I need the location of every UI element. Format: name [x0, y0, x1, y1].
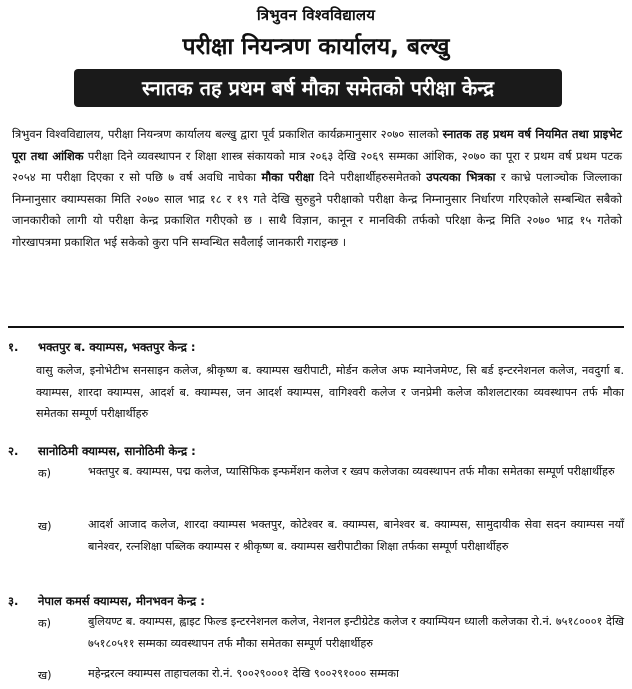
section-divider	[8, 326, 624, 328]
notice-page	[8, 0, 624, 689]
section-2-number: २.	[8, 444, 19, 458]
intro-bold-2: मौका परीक्षा	[261, 170, 314, 185]
section-2-item-a-text: भक्तपुर ब. क्याम्पस, पद्म कलेज, प्यासिफिक इन्फर्मेशन कलेज र ख्वप कलेजका व्यवस्थापन तर्फ मौका समेतका सम्पूर्ण परीक्षार्थीहरु	[88, 465, 615, 478]
intro-bold-1: स्नातक तह प्रथम वर्ष नियमित तथा प्राइभेट पूरा तथा आंशिक	[12, 127, 622, 163]
office-title: परीक्षा नियन्त्रण कार्यालय, बल्खु	[182, 34, 450, 60]
section-1-number: १.	[8, 340, 19, 354]
section-1-heading	[8, 340, 624, 355]
intro-paragraph	[12, 124, 622, 254]
university-name: त्रिभुवन विश्वविद्यालय	[256, 6, 376, 24]
section-2-heading	[8, 444, 624, 459]
section-3-number: ३.	[8, 594, 19, 608]
section-2-item-b-text: आदर्श आजाद कलेज, शारदा क्याम्पस भक्तपुर, कोटेश्वर ब. क्याम्पस, बानेश्वर ब. क्याम्पस, सामुदायीक सेवा सदन क्याम्पस नयाँ बानेश्वर, रत्नशिक्षा पब्लिक क्याम्पस र श्रीकृष्ण ब. क्याम्पस खरीपाटीका शिक्षा तर्फका सम्पूर्ण परीक्षार्थीहरु	[88, 518, 624, 553]
intro-text-2: परीक्षा दिने व्यवस्थापन र शिक्षा शास्त्र संकायको मात्र २०६३ देखि २०६९ सम्मका आंशिक, २०७० का पूरा र प्रथम वर्ष प्रथम पटक २०५४ मा परीक्षा दिएका र सो पछि ७ वर्ष अवधि नाघेका	[12, 148, 622, 185]
section-2-item-b-label: ख)	[38, 520, 52, 533]
intro-text-1: त्रिभुवन विश्वविद्यालय, परीक्षा नियन्त्रण कार्यालय बल्खु द्वारा पूर्व प्रकाशित कार्यक्रमानुसार २०७० सालको	[12, 127, 443, 141]
section-3-title: नेपाल कमर्स क्याम्पस, मीनभवन केन्द्र :	[38, 594, 205, 608]
section-3-item-a-text: बुलियण्ट ब. क्याम्पस, ह्वाइट फिल्ड इन्टरनेशनल कलेज, नेशनल इन्टीग्रेटेड कलेज र क्याम्पियन ध्याली कलेजका रो.नं. ७५१८०००१ देखि ७५१८०५११ सम्मका व्यवस्थापन तर्फ मौका समेतका सम्पूर्ण परीक्षार्थीहरु	[88, 615, 624, 650]
section-2-title: सानोठिमी क्याम्पस, सानोठिमी केन्द्र :	[38, 444, 196, 458]
section-2-item-a-label: क)	[38, 467, 51, 480]
section-1-title: भक्तपुर ब. क्याम्पस, भक्तपुर केन्द्र :	[38, 340, 196, 354]
notice-banner: स्नातक तह प्रथम बर्ष मौका समेतको परीक्षा केन्द्र	[74, 69, 562, 107]
section-3-item-b-text: महेन्द्ररत्न क्याम्पस ताहाचलका रो.नं. ९००२९०००१ देखि ९००२९१००० सम्मका	[88, 667, 399, 680]
intro-bold-3: उपत्यका भित्रका	[426, 170, 496, 185]
section-3-item-b-label: ख)	[38, 669, 52, 682]
section-3-item-a-label: क)	[38, 617, 51, 630]
section-3-heading	[8, 594, 624, 609]
intro-text-4: र काभ्रे पलाञ्चोक जिल्लाका निम्नानुसार क्याम्पसका मिति २०७० साल भाद्र १८ र १९ गते देखि सुरुहुने परीक्षाको परीक्षा केन्द्र निम्नानुसार निर्धारण गरिएकोले सम्बन्धित सबैको जानकारीको लागी यो परीक्षा केन्द्र प्रकाशित गरीएको छ । साथै विज्ञान, कानून र मानविकी तर्फको परिक्षा केन्द्र मिति २०७० भाद्र १५ गतेको गोरखापत्रमा प्रकाशित भई सकेको कुरा पनि सम्वन्धित सवैलाई जानकारी गराइन्छ ।	[12, 170, 623, 249]
intro-text-3: दिने परीक्षार्थीहरुसमेतको	[313, 170, 427, 185]
section-1-text: वासु कलेज, इनोभेटीभ सनसाइन कलेज, श्रीकृष्ण ब. क्याम्पस खरीपाटी, मोर्डन कलेज अफ म्यानेजमेण्ट, सि बर्ड इन्टरनेशनल कलेज, नवदुर्गा ब. क्याम्पस, शारदा क्याम्पस, आदर्श ब. क्याम्पस, जन आदर्श क्याम्पस, वागिश्वरी कलेज र जनप्रेमी कलेज कौशलटारका व्यवस्थापन तर्फ मौका समेतका सम्पूर्ण परीक्षार्थीहरु	[36, 364, 624, 421]
